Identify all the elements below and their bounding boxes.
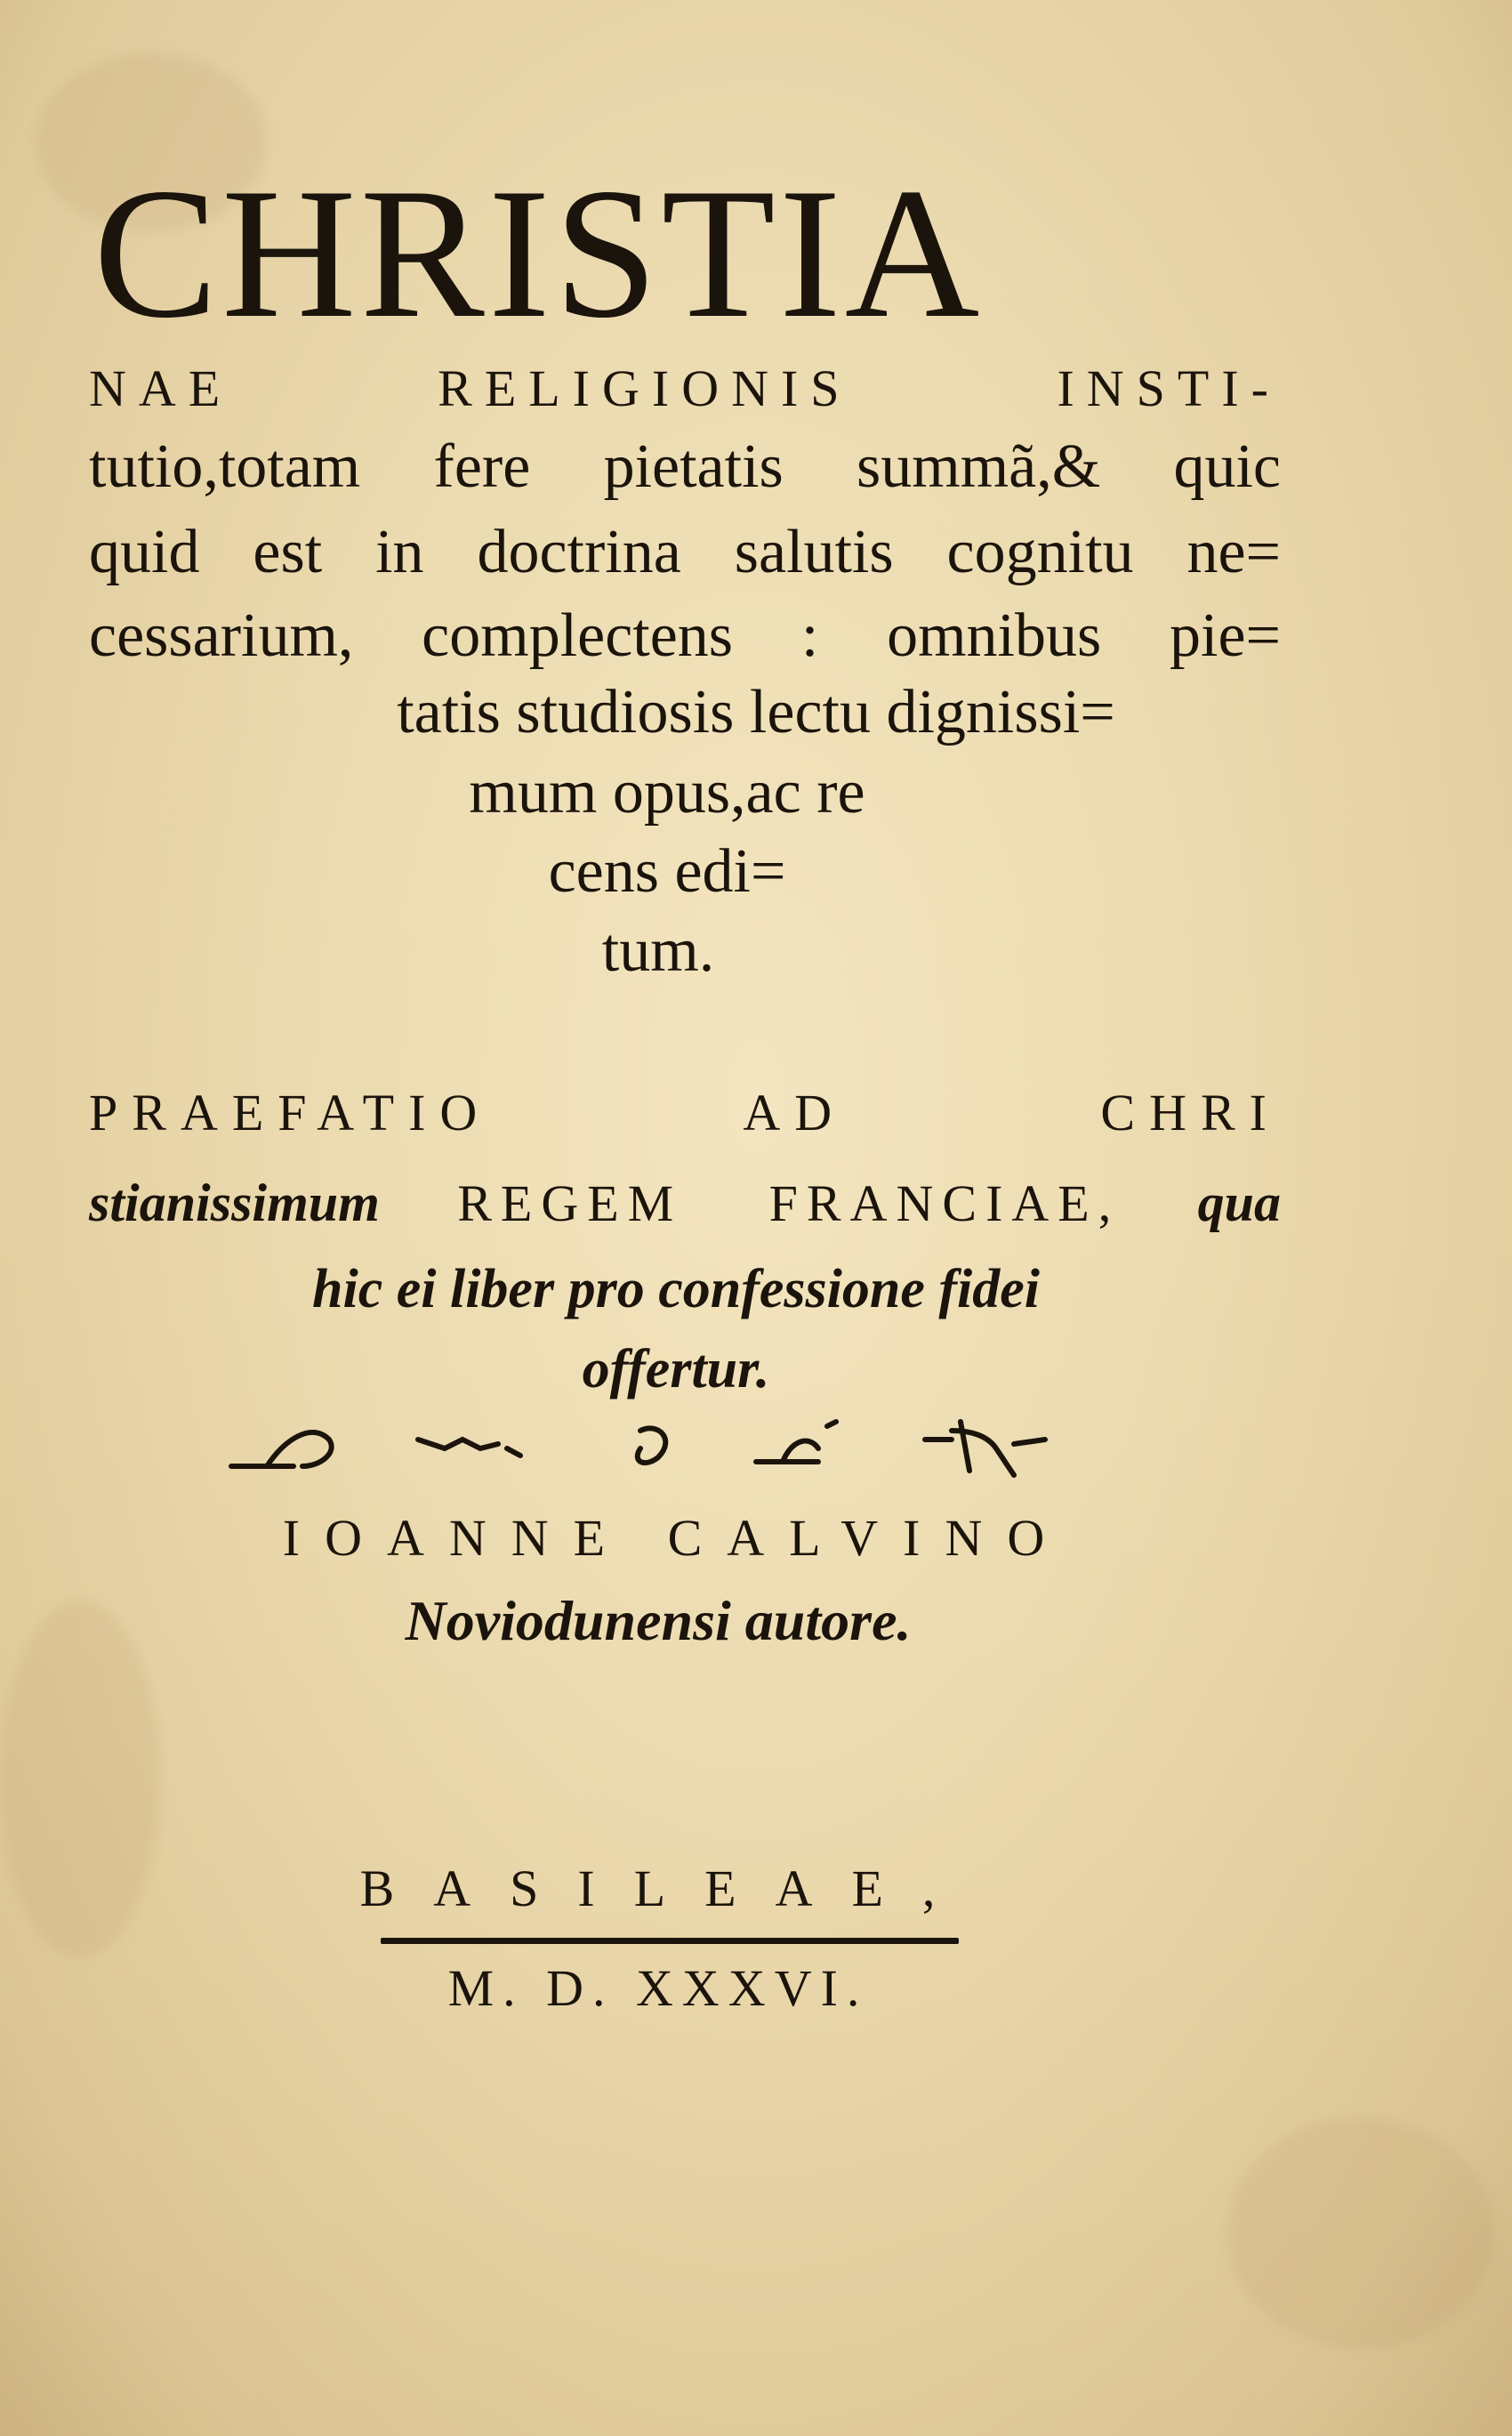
title-line-3: tutio,totam fere pietatis summã,& quic (89, 432, 1281, 501)
imprint-year: M. D. XXXVI. (447, 1959, 869, 2017)
preface-italic-a: stianissimum (89, 1174, 380, 1232)
title-line-5: cessarium, complectens : omnibus pie= (89, 601, 1281, 670)
title-line-9: tum. (601, 916, 715, 985)
imprint-rule (381, 1938, 959, 1944)
preface-italic-b: qua (1197, 1174, 1282, 1232)
preface-line-3: hic ei liber pro confessione fidei (312, 1259, 1040, 1319)
title-line-2: NAE RELIGIONIS INSTI- (89, 359, 1281, 417)
title-line-6: tatis studiosis lectu dignissi= (397, 678, 1115, 746)
main-title: CHRISTIA (93, 150, 984, 357)
preface-line-2 (89, 1176, 1281, 1230)
paper-stain (1227, 2117, 1494, 2349)
ornament-flourish (213, 1404, 1103, 1484)
title-line-4: quid est in doctrina salutis cognitu ne= (89, 518, 1281, 586)
preface-line-1: PRAEFATIO AD CHRI (89, 1084, 1281, 1141)
author-line-2: Noviodunensi autore. (405, 1589, 912, 1652)
preface-caps: REGEM FRANCIAE, (457, 1174, 1121, 1232)
preface-line-4: offertur. (582, 1339, 770, 1399)
title-line-8: cens edi= (548, 837, 786, 906)
author-line-1: IOANNE CALVINO (282, 1509, 1070, 1567)
title-line-7: mum opus,ac re (469, 758, 865, 827)
imprint-place: BASILEAE, (359, 1859, 975, 1917)
